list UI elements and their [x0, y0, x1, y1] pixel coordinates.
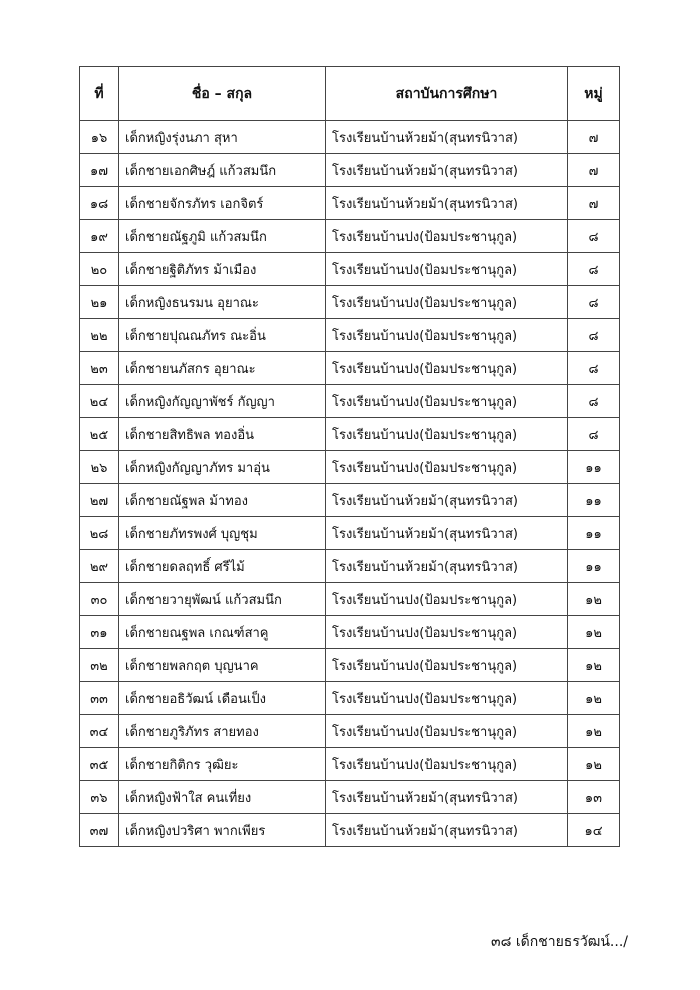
student-table [79, 66, 620, 847]
cell-number: ๓๓ [80, 682, 119, 715]
table-row [80, 385, 620, 418]
cell-school: โรงเรียนบ้านปง(ป้อมประชานุกูล) [326, 418, 568, 451]
cell-school: โรงเรียนบ้านปง(ป้อมประชานุกูล) [326, 682, 568, 715]
cell-village: ๑๒ [568, 583, 620, 616]
cell-school: โรงเรียนบ้านปง(ป้อมประชานุกูล) [326, 748, 568, 781]
cell-village: ๑๒ [568, 682, 620, 715]
table-row [80, 220, 620, 253]
cell-name: เด็กชายฐิติภัทร ม้าเมือง [119, 253, 326, 286]
cell-village: ๑๒ [568, 748, 620, 781]
cell-school: โรงเรียนบ้านปง(ป้อมประชานุกูล) [326, 451, 568, 484]
table-row [80, 253, 620, 286]
cell-name: เด็กหญิงปวริศา พากเพียร [119, 814, 326, 847]
cell-number: ๒๓ [80, 352, 119, 385]
cell-number: ๒๗ [80, 484, 119, 517]
cell-village: ๘ [568, 418, 620, 451]
cell-village: ๑๒ [568, 715, 620, 748]
cell-village: ๗ [568, 187, 620, 220]
cell-name: เด็กชายอธิวัฒน์ เดือนเป็ง [119, 682, 326, 715]
table-row [80, 583, 620, 616]
table-row [80, 781, 620, 814]
cell-name: เด็กชายกิติกร วุฒิยะ [119, 748, 326, 781]
cell-name: เด็กชายดลฤทธิ์ ศรีไม้ [119, 550, 326, 583]
cell-name: เด็กชายปุณณภัทร ณะอิ่น [119, 319, 326, 352]
cell-village: ๑๒ [568, 616, 620, 649]
cell-name: เด็กชายณัฐภูมิ แก้วสมนึก [119, 220, 326, 253]
cell-number: ๓๑ [80, 616, 119, 649]
cell-village: ๘ [568, 352, 620, 385]
cell-village: ๑๑ [568, 550, 620, 583]
table-row [80, 484, 620, 517]
cell-village: ๑๓ [568, 781, 620, 814]
cell-name: เด็กชายวายุพัฒน์ แก้วสมนึก [119, 583, 326, 616]
table-row [80, 187, 620, 220]
cell-number: ๑๗ [80, 154, 119, 187]
cell-number: ๓๐ [80, 583, 119, 616]
cell-school: โรงเรียนบ้านปง(ป้อมประชานุกูล) [326, 649, 568, 682]
cell-number: ๒๔ [80, 385, 119, 418]
continuation-note: ๓๘ เด็กชายธรวัฒน์.../ [491, 934, 628, 950]
header-school: สถาบันการศึกษา [326, 67, 568, 121]
cell-number: ๒๖ [80, 451, 119, 484]
cell-name: เด็กชายภัทรพงศ์ บุญชุม [119, 517, 326, 550]
cell-school: โรงเรียนบ้านปง(ป้อมประชานุกูล) [326, 583, 568, 616]
cell-number: ๑๘ [80, 187, 119, 220]
header-village: หมู่ [568, 67, 620, 121]
table-row [80, 451, 620, 484]
table-row [80, 550, 620, 583]
cell-name: เด็กชายจักรภัทร เอกจิตร์ [119, 187, 326, 220]
cell-number: ๒๕ [80, 418, 119, 451]
table-row [80, 286, 620, 319]
cell-school: โรงเรียนบ้านปง(ป้อมประชานุกูล) [326, 286, 568, 319]
cell-school: โรงเรียนบ้านปง(ป้อมประชานุกูล) [326, 352, 568, 385]
table-row [80, 418, 620, 451]
cell-school: โรงเรียนบ้านห้วยม้า(สุนทรนิวาส) [326, 517, 568, 550]
cell-number: ๒๑ [80, 286, 119, 319]
cell-number: ๓๒ [80, 649, 119, 682]
cell-name: เด็กหญิงฟ้าใส คนเที่ยง [119, 781, 326, 814]
cell-number: ๓๗ [80, 814, 119, 847]
cell-village: ๑๑ [568, 517, 620, 550]
cell-village: ๘ [568, 385, 620, 418]
cell-village: ๗ [568, 154, 620, 187]
table-row [80, 814, 620, 847]
cell-school: โรงเรียนบ้านปง(ป้อมประชานุกูล) [326, 715, 568, 748]
header-number: ที่ [80, 67, 119, 121]
cell-number: ๓๖ [80, 781, 119, 814]
table-row [80, 616, 620, 649]
cell-village: ๘ [568, 253, 620, 286]
header-row [80, 67, 620, 121]
cell-school: โรงเรียนบ้านห้วยม้า(สุนทรนิวาส) [326, 550, 568, 583]
cell-school: โรงเรียนบ้านห้วยม้า(สุนทรนิวาส) [326, 814, 568, 847]
header-name: ชื่อ – สกุล [119, 67, 326, 121]
cell-village: ๑๔ [568, 814, 620, 847]
cell-village: ๘ [568, 220, 620, 253]
cell-name: เด็กชายภูริภัทร สายทอง [119, 715, 326, 748]
cell-number: ๑๖ [80, 121, 119, 154]
cell-village: ๑๒ [568, 649, 620, 682]
cell-name: เด็กชายนภัสกร อุยาณะ [119, 352, 326, 385]
cell-name: เด็กหญิงกัญญาพัชร์ กัญญา [119, 385, 326, 418]
cell-village: ๑๑ [568, 451, 620, 484]
cell-school: โรงเรียนบ้านห้วยม้า(สุนทรนิวาส) [326, 187, 568, 220]
cell-school: โรงเรียนบ้านปง(ป้อมประชานุกูล) [326, 220, 568, 253]
table-row [80, 715, 620, 748]
cell-name: เด็กชายสิทธิพล ทองอิ่น [119, 418, 326, 451]
cell-school: โรงเรียนบ้านปง(ป้อมประชานุกูล) [326, 385, 568, 418]
cell-name: เด็กชายพลกฤต บุญนาค [119, 649, 326, 682]
cell-number: ๑๙ [80, 220, 119, 253]
cell-school: โรงเรียนบ้านห้วยม้า(สุนทรนิวาส) [326, 781, 568, 814]
table-row [80, 154, 620, 187]
cell-school: โรงเรียนบ้านปง(ป้อมประชานุกูล) [326, 253, 568, 286]
table-row [80, 649, 620, 682]
table-row [80, 682, 620, 715]
cell-number: ๒๘ [80, 517, 119, 550]
cell-number: ๒๙ [80, 550, 119, 583]
table-body [80, 121, 620, 847]
cell-school: โรงเรียนบ้านปง(ป้อมประชานุกูล) [326, 319, 568, 352]
cell-name: เด็กหญิงกัญญาภัทร มาอุ่น [119, 451, 326, 484]
cell-school: โรงเรียนบ้านปง(ป้อมประชานุกูล) [326, 616, 568, 649]
cell-village: ๗ [568, 121, 620, 154]
cell-school: โรงเรียนบ้านห้วยม้า(สุนทรนิวาส) [326, 484, 568, 517]
cell-school: โรงเรียนบ้านห้วยม้า(สุนทรนิวาส) [326, 121, 568, 154]
cell-number: ๓๕ [80, 748, 119, 781]
table-row [80, 319, 620, 352]
cell-name: เด็กชายเอกศิษฎ์ แก้วสมนึก [119, 154, 326, 187]
cell-number: ๓๔ [80, 715, 119, 748]
table-row [80, 352, 620, 385]
cell-name: เด็กหญิงรุ่งนภา สุหา [119, 121, 326, 154]
table-row [80, 121, 620, 154]
cell-village: ๑๑ [568, 484, 620, 517]
cell-name: เด็กชายณฐพล เกณฑ์สาคู [119, 616, 326, 649]
table-row [80, 517, 620, 550]
cell-name: เด็กชายณัฐพล ม้าทอง [119, 484, 326, 517]
table-header [80, 67, 620, 121]
table-row [80, 748, 620, 781]
cell-village: ๘ [568, 286, 620, 319]
cell-village: ๘ [568, 319, 620, 352]
cell-school: โรงเรียนบ้านห้วยม้า(สุนทรนิวาส) [326, 154, 568, 187]
cell-name: เด็กหญิงธนรมน อุยาณะ [119, 286, 326, 319]
cell-number: ๒๐ [80, 253, 119, 286]
cell-number: ๒๒ [80, 319, 119, 352]
